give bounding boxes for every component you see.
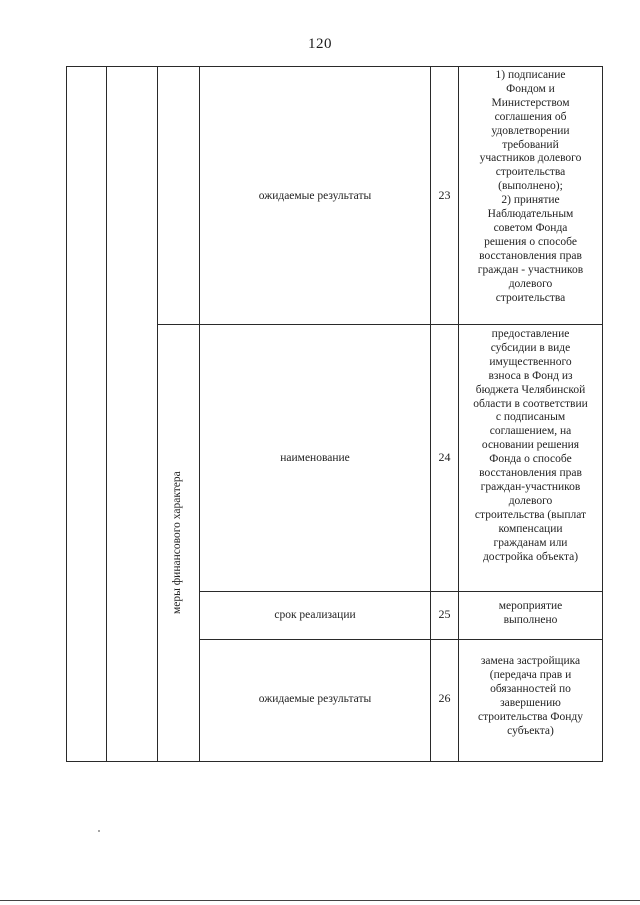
table-border-left — [66, 66, 67, 762]
scan-speck — [98, 830, 100, 832]
row-4-value: замена застройщика (передача прав и обязанностей по завершению строительства Фонду субъекта) — [477, 655, 584, 737]
table-border-right — [602, 66, 603, 762]
row-divider-1 — [157, 324, 603, 325]
row-2-label: наименование — [280, 452, 350, 464]
row-1-number: 23 — [438, 188, 451, 202]
row-1-label: ожидаемые результаты — [258, 190, 372, 202]
row-divider-3 — [199, 639, 603, 640]
row-4-label: ожидаемые результаты — [258, 693, 372, 705]
table-border-top — [66, 66, 603, 67]
row-2-number: 24 — [438, 450, 451, 464]
table-border-col1 — [106, 66, 107, 762]
row-3-number: 25 — [438, 607, 451, 621]
table-border-col3 — [199, 66, 200, 762]
row-divider-2 — [199, 591, 603, 592]
row-3-value: мероприятие выполнено — [498, 600, 563, 626]
scan-edge-line — [0, 900, 640, 901]
table-border-col4 — [430, 66, 431, 762]
table-border-col2 — [157, 66, 158, 762]
row-1-value: 1) подписание Фондом и Министерством соглашения об удовлетворении требований участников долевого строительства (выполнено); 2) принятие Наблюдательным советом Фонда решения о способе восстановления прав граждан - участников долевого строительства — [477, 69, 584, 304]
row-3-label: срок реализации — [274, 609, 356, 621]
group-label: меры финансового характера — [171, 471, 183, 614]
page-number: 120 — [308, 36, 332, 52]
row-4-number: 26 — [438, 691, 451, 705]
row-2-value: предоставление субсидии в виде имущественного взноса в Фонд из бюджета Челябинской области в соответствии с подписаным соглашением, на основании решения Фонда о способе восстановления прав граждан-участников долевого строительства (выплат компенсации гражданам или достройка объекта) — [473, 328, 588, 563]
table-border-bottom — [66, 761, 603, 762]
